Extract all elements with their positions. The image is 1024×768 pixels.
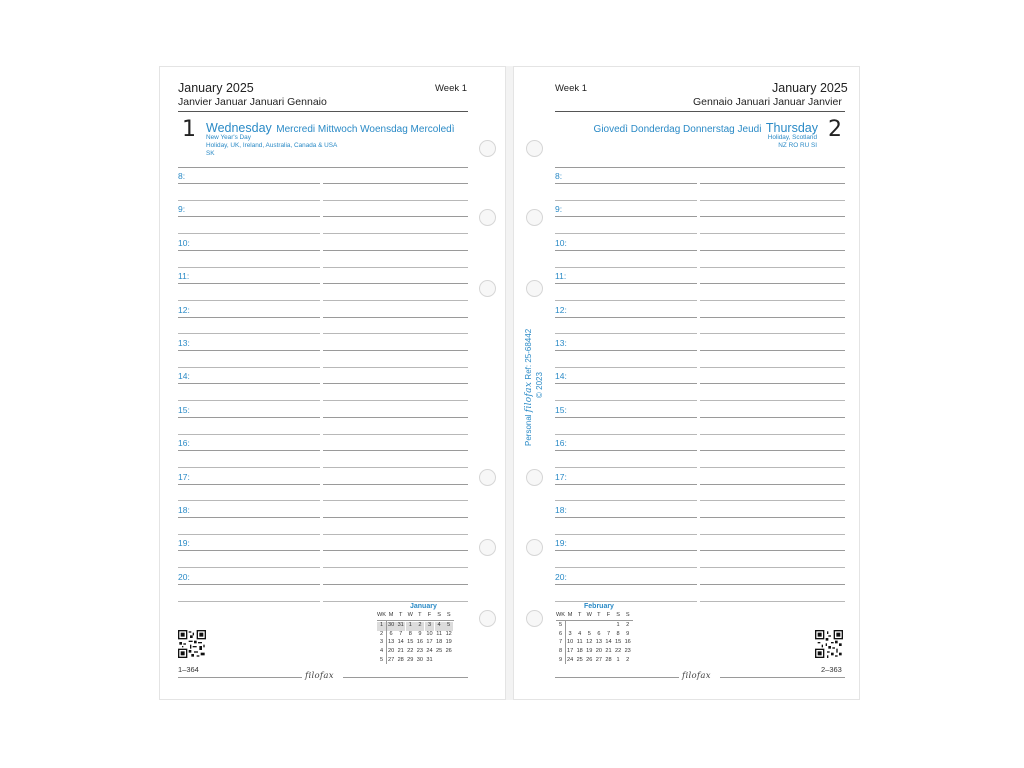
week-label: Week 1: [555, 83, 588, 94]
half-hour-line[interactable]: [555, 400, 697, 401]
page-reference: 2–363: [821, 665, 842, 674]
mini-calendar-day: [566, 622, 575, 631]
half-hour-line[interactable]: [555, 567, 697, 568]
half-hour-line[interactable]: [555, 601, 697, 602]
mini-calendar-day: 1: [616, 622, 620, 628]
mini-calendar-day: 13: [595, 639, 602, 646]
hour-line[interactable]: [178, 417, 320, 418]
mini-calendar-day: 10: [566, 639, 574, 646]
mini-calendar-day: 4: [435, 622, 444, 631]
hour-line[interactable]: [178, 317, 320, 318]
half-hour-line[interactable]: [700, 333, 845, 334]
mini-calendar-rule: [377, 620, 454, 621]
half-hour-line[interactable]: [178, 267, 320, 268]
mini-calendar-day: 6: [597, 630, 601, 637]
mini-calendar-day: 8: [616, 630, 620, 637]
half-hour-line[interactable]: [700, 233, 845, 234]
half-hour-line[interactable]: [178, 601, 320, 602]
month-title: January 2025: [178, 81, 254, 95]
half-hour-line[interactable]: [178, 567, 320, 568]
day-name: Thursday: [765, 121, 818, 135]
mini-calendar-day: [575, 622, 584, 631]
hour-label: 11:: [178, 271, 190, 282]
half-hour-line[interactable]: [323, 200, 468, 201]
mini-calendar-rule: [556, 620, 633, 621]
mini-calendar-day: 5: [587, 630, 591, 637]
half-hour-line[interactable]: [323, 333, 468, 334]
hour-label: 15:: [178, 404, 190, 415]
hour-label: 18:: [178, 505, 190, 515]
mini-calendar-day: 2: [415, 622, 424, 631]
hour-label: 8:: [178, 171, 186, 181]
hour-line[interactable]: [700, 584, 845, 585]
mini-calendar-day: 17: [566, 648, 574, 655]
half-hour-line[interactable]: [700, 567, 845, 568]
month-title: January 2025: [772, 81, 848, 95]
page-reference: 1–364: [178, 665, 199, 674]
hour-line[interactable]: [555, 484, 697, 485]
day-number: 2: [828, 117, 842, 142]
mini-calendar-day: 22: [407, 648, 414, 655]
punch-hole: [526, 469, 543, 486]
hour-label: 12:: [178, 304, 190, 315]
hour-line[interactable]: [323, 383, 468, 384]
hour-line[interactable]: [555, 350, 697, 351]
mini-calendar-day: 3: [568, 630, 572, 637]
qr-code-icon: [178, 630, 206, 658]
mini-calendar-header: WK: [377, 612, 387, 618]
half-hour-line[interactable]: [700, 200, 845, 201]
hour-line[interactable]: [178, 250, 320, 251]
hour-line[interactable]: [555, 216, 697, 217]
hour-line[interactable]: [700, 250, 845, 251]
half-hour-line[interactable]: [555, 200, 697, 201]
mini-calendar-day: 13: [387, 639, 395, 646]
hour-label: 20:: [555, 571, 567, 582]
mini-calendar-day: 14: [605, 639, 612, 646]
mini-calendar-header: S: [625, 612, 630, 618]
mini-calendar-week-number: 4: [379, 648, 384, 655]
hour-label: 15:: [555, 404, 567, 415]
half-hour-line[interactable]: [178, 333, 320, 334]
mini-calendar-day: 27: [595, 656, 602, 663]
holiday-line: Holiday, UK, Ireland, Australia, Canada & USA: [206, 142, 338, 149]
mini-calendar-day: 9: [626, 630, 630, 637]
hour-line[interactable]: [700, 484, 845, 485]
mini-calendar-day: 7: [399, 630, 403, 637]
mini-calendar-header: WK: [556, 612, 566, 618]
half-hour-line[interactable]: [178, 367, 320, 368]
hour-label: 9:: [555, 204, 563, 215]
mini-calendar-day: 16: [416, 639, 423, 646]
half-hour-line[interactable]: [323, 467, 468, 468]
half-hour-line[interactable]: [178, 467, 320, 468]
hour-label: 20:: [178, 571, 190, 582]
hour-line[interactable]: [555, 550, 697, 551]
holiday-line: Holiday, Scotland: [767, 134, 817, 141]
mini-calendar-header: F: [427, 612, 432, 618]
hour-label: 13:: [178, 338, 190, 348]
hour-line[interactable]: [178, 584, 320, 585]
mini-calendar-title: January: [410, 603, 437, 610]
hour-line[interactable]: [323, 550, 468, 551]
hour-line[interactable]: [178, 216, 320, 217]
half-hour-line[interactable]: [700, 267, 845, 268]
mini-calendar-day: 27: [387, 656, 395, 663]
mini-calendar-day: 5: [444, 622, 453, 631]
hour-line[interactable]: [555, 450, 697, 451]
hour-line[interactable]: [555, 317, 697, 318]
hour-label: 13:: [555, 338, 567, 348]
mini-calendar-day: 21: [397, 648, 404, 655]
qr-code-icon: [815, 630, 843, 658]
mini-calendar-header: M: [388, 612, 394, 618]
half-hour-line[interactable]: [700, 400, 845, 401]
footer-rule: [555, 677, 679, 678]
half-hour-line[interactable]: [555, 534, 697, 535]
half-hour-line[interactable]: [555, 267, 697, 268]
half-hour-line[interactable]: [555, 434, 697, 435]
hour-line[interactable]: [700, 450, 845, 451]
hour-line[interactable]: [323, 484, 468, 485]
hour-line[interactable]: [700, 350, 845, 351]
mini-calendar-day: 1: [616, 656, 620, 663]
half-hour-line[interactable]: [555, 467, 697, 468]
hour-line[interactable]: [700, 283, 845, 284]
mini-calendar-day: 24: [566, 656, 574, 663]
punch-hole: [526, 539, 543, 556]
mini-calendar-day: 18: [576, 648, 583, 655]
hour-line[interactable]: [555, 383, 697, 384]
header-rule: [555, 111, 845, 112]
half-hour-line[interactable]: [323, 300, 468, 301]
half-hour-line[interactable]: [178, 300, 320, 301]
half-hour-line[interactable]: [700, 534, 845, 535]
mini-calendar-day: 29: [407, 656, 414, 663]
mini-calendar-week-number: 9: [558, 656, 563, 663]
hour-label: 19:: [555, 538, 567, 549]
mini-calendar-day: [604, 622, 613, 631]
punch-hole: [479, 209, 496, 226]
hour-label: 10:: [178, 237, 190, 248]
hour-line[interactable]: [178, 183, 320, 184]
hour-line[interactable]: [323, 584, 468, 585]
punch-hole: [479, 140, 496, 157]
mini-calendar-day: 21: [605, 648, 612, 655]
hour-label: 16:: [555, 438, 567, 449]
holiday-note: [768, 134, 817, 150]
mini-calendar-day: 23: [416, 648, 423, 655]
hour-label: 17:: [555, 471, 567, 482]
hour-line[interactable]: [323, 350, 468, 351]
mini-calendar-day: 3: [425, 622, 434, 631]
day-header-rule: [178, 167, 468, 168]
hour-label: 12:: [555, 304, 567, 315]
mini-calendar-header: S: [446, 612, 451, 618]
mini-calendar-header: S: [437, 612, 441, 618]
half-hour-line[interactable]: [323, 267, 468, 268]
footer-rule: [720, 677, 845, 678]
mini-calendar-week-number: 6: [558, 630, 563, 637]
half-hour-line[interactable]: [323, 567, 468, 568]
hour-line[interactable]: [178, 283, 320, 284]
hour-line[interactable]: [555, 417, 697, 418]
punch-hole: [479, 610, 496, 627]
hour-line[interactable]: [323, 517, 468, 518]
punch-hole: [526, 140, 543, 157]
half-hour-line[interactable]: [178, 434, 320, 435]
mini-calendar-day: 6: [389, 630, 393, 637]
mini-calendar-header: F: [606, 612, 611, 618]
hour-line[interactable]: [700, 216, 845, 217]
half-hour-line[interactable]: [700, 434, 845, 435]
half-hour-line[interactable]: [323, 534, 468, 535]
half-hour-line[interactable]: [178, 200, 320, 201]
half-hour-line[interactable]: [323, 500, 468, 501]
hour-label: 16:: [178, 438, 190, 449]
day-name: Wednesday: [206, 121, 272, 135]
punch-hole: [526, 209, 543, 226]
hour-line[interactable]: [700, 183, 845, 184]
spine-brand: filofax: [524, 381, 534, 413]
punch-hole: [479, 469, 496, 486]
filofax-logo: filofax: [682, 671, 711, 681]
mini-calendar-day: 19: [445, 639, 452, 646]
half-hour-line[interactable]: [323, 367, 468, 368]
half-hour-line[interactable]: [555, 500, 697, 501]
mini-calendar-header: T: [597, 612, 601, 618]
mini-calendar-header: S: [616, 612, 620, 618]
holiday-line: NZ RO RU SI: [778, 142, 817, 149]
mini-calendar-week-number: 5: [379, 656, 384, 663]
hour-line[interactable]: [323, 317, 468, 318]
hour-label: 18:: [555, 505, 567, 515]
header-rule: [178, 111, 468, 112]
mini-calendar-day: 31: [396, 622, 405, 631]
half-hour-line[interactable]: [323, 233, 468, 234]
week-label: Week 1: [435, 83, 468, 94]
mini-calendar-day: 26: [445, 648, 452, 655]
mini-calendar-day: 22: [614, 648, 622, 655]
hour-line[interactable]: [178, 484, 320, 485]
mini-calendar-week-number: 2: [379, 630, 384, 637]
mini-calendar-day: 14: [397, 639, 404, 646]
mini-calendar-day: 11: [436, 630, 442, 637]
punch-hole: [526, 610, 543, 627]
hour-line[interactable]: [555, 517, 697, 518]
mini-calendar-header: T: [398, 612, 403, 618]
punch-hole: [479, 539, 496, 556]
mini-calendar-week-number: 1: [377, 622, 386, 631]
hour-line[interactable]: [555, 584, 697, 585]
mini-calendar-day: 23: [624, 648, 631, 655]
half-hour-line[interactable]: [555, 367, 697, 368]
mini-calendar-day: 20: [595, 648, 602, 655]
half-hour-line[interactable]: [178, 233, 320, 234]
spine-copyright: © 2023: [535, 372, 544, 398]
hour-label: 9:: [178, 204, 186, 215]
mini-calendar-day: 24: [426, 648, 433, 655]
hour-label: 14:: [555, 371, 567, 382]
half-hour-line[interactable]: [178, 400, 320, 401]
hour-label: 10:: [555, 237, 567, 248]
hour-line[interactable]: [555, 283, 697, 284]
mini-calendar-day: 15: [407, 639, 414, 646]
mini-calendar-day: 28: [605, 656, 612, 663]
hour-line[interactable]: [178, 450, 320, 451]
mini-calendar-day: 16: [624, 639, 631, 646]
half-hour-line[interactable]: [178, 500, 320, 501]
half-hour-line[interactable]: [323, 601, 468, 602]
spine-ref: Ref: 25-68442: [524, 328, 533, 380]
half-hour-line[interactable]: [700, 300, 845, 301]
half-hour-line[interactable]: [700, 367, 845, 368]
hour-line[interactable]: [323, 183, 468, 184]
hour-line[interactable]: [700, 517, 845, 518]
half-hour-line[interactable]: [700, 601, 845, 602]
mini-calendar-day: 8: [408, 630, 412, 637]
mini-calendar-day: 25: [435, 648, 443, 655]
hour-line[interactable]: [323, 283, 468, 284]
mini-calendar-header: T: [577, 612, 582, 618]
hour-line[interactable]: [323, 450, 468, 451]
mini-calendar-day: 28: [397, 656, 404, 663]
hour-line[interactable]: [700, 550, 845, 551]
mini-calendar-day: 31: [426, 656, 433, 663]
punch-hole: [526, 280, 543, 297]
holiday-line: SK: [206, 150, 215, 157]
holiday-note: [206, 134, 337, 158]
holiday-line: New Year's Day: [206, 134, 251, 141]
mini-calendar-week-number: 5: [558, 622, 563, 628]
hour-label: 17:: [178, 471, 190, 482]
mini-calendar-day: 25: [576, 656, 583, 663]
mini-calendar-day: 20: [387, 648, 395, 655]
mini-calendar-day: 26: [586, 656, 593, 663]
hour-line[interactable]: [178, 350, 320, 351]
mini-calendar-header: W: [586, 612, 592, 618]
spine-imprint: [524, 329, 534, 446]
half-hour-line[interactable]: [323, 400, 468, 401]
mini-calendar-day: 2: [626, 622, 630, 628]
hour-label: 8:: [555, 171, 563, 181]
mini-calendar-header: W: [407, 612, 413, 618]
hour-line[interactable]: [700, 317, 845, 318]
mini-calendar-day: [594, 622, 603, 631]
month-languages: Janvier Januar Januari Gennaio: [178, 96, 327, 108]
page-spine: [506, 66, 513, 700]
mini-calendar-week-number: 3: [379, 639, 384, 646]
mini-calendar-day: 17: [426, 639, 433, 646]
half-hour-line[interactable]: [555, 333, 697, 334]
day-header-rule: [555, 167, 845, 168]
mini-calendar-header: M: [567, 612, 573, 618]
hour-line[interactable]: [700, 417, 845, 418]
day-number: 1: [182, 117, 196, 142]
mini-calendar-day: 12: [445, 630, 452, 637]
spine-size: Personal: [524, 414, 533, 446]
mini-calendar-day: 12: [586, 639, 593, 646]
footer-rule: [178, 677, 302, 678]
month-languages: Gennaio Januari Januar Janvier: [693, 96, 842, 108]
half-hour-line[interactable]: [323, 434, 468, 435]
mini-calendar-header: T: [418, 612, 422, 618]
hour-line[interactable]: [700, 383, 845, 384]
hour-line[interactable]: [178, 550, 320, 551]
mini-calendar-day: [585, 622, 594, 631]
mini-calendar-day: 2: [626, 656, 630, 663]
hour-label: 11:: [555, 271, 567, 282]
footer-rule: [343, 677, 468, 678]
mini-calendar-day: 30: [416, 656, 423, 663]
mini-calendar-day: 11: [576, 639, 583, 646]
hour-line[interactable]: [555, 183, 697, 184]
half-hour-line[interactable]: [555, 233, 697, 234]
hour-label: 19:: [178, 538, 190, 549]
punch-hole: [479, 280, 496, 297]
mini-calendar-day: 18: [435, 639, 443, 646]
mini-calendar-day: [435, 657, 444, 666]
hour-label: 14:: [178, 371, 190, 382]
mini-calendar-day: 4: [578, 630, 582, 637]
hour-line[interactable]: [178, 383, 320, 384]
mini-calendar-day: 7: [606, 630, 611, 637]
half-hour-line[interactable]: [178, 534, 320, 535]
half-hour-line[interactable]: [700, 467, 845, 468]
mini-calendar-day: 15: [614, 639, 622, 646]
mini-calendar-day: [444, 657, 453, 666]
mini-calendar-day: 19: [586, 648, 593, 655]
day-translations: Giovedì Donderdag Donnerstag Jeudi: [593, 124, 762, 135]
mini-calendar-week-number: 7: [558, 639, 563, 646]
day-translations: Mercredi Mittwoch Woensdag Mercoledì: [276, 124, 455, 135]
filofax-logo: filofax: [305, 671, 334, 681]
hour-line[interactable]: [323, 216, 468, 217]
mini-calendar-day: 30: [387, 622, 396, 631]
mini-calendar-week-number: 8: [558, 648, 563, 655]
hour-line[interactable]: [555, 250, 697, 251]
mini-calendar-day: 10: [426, 630, 433, 637]
hour-line[interactable]: [323, 250, 468, 251]
mini-calendar-title: February: [584, 603, 614, 610]
mini-calendar-day: 1: [406, 622, 415, 631]
half-hour-line[interactable]: [700, 500, 845, 501]
hour-line[interactable]: [323, 417, 468, 418]
hour-line[interactable]: [178, 517, 320, 518]
mini-calendar-day: 9: [418, 630, 422, 637]
half-hour-line[interactable]: [555, 300, 697, 301]
